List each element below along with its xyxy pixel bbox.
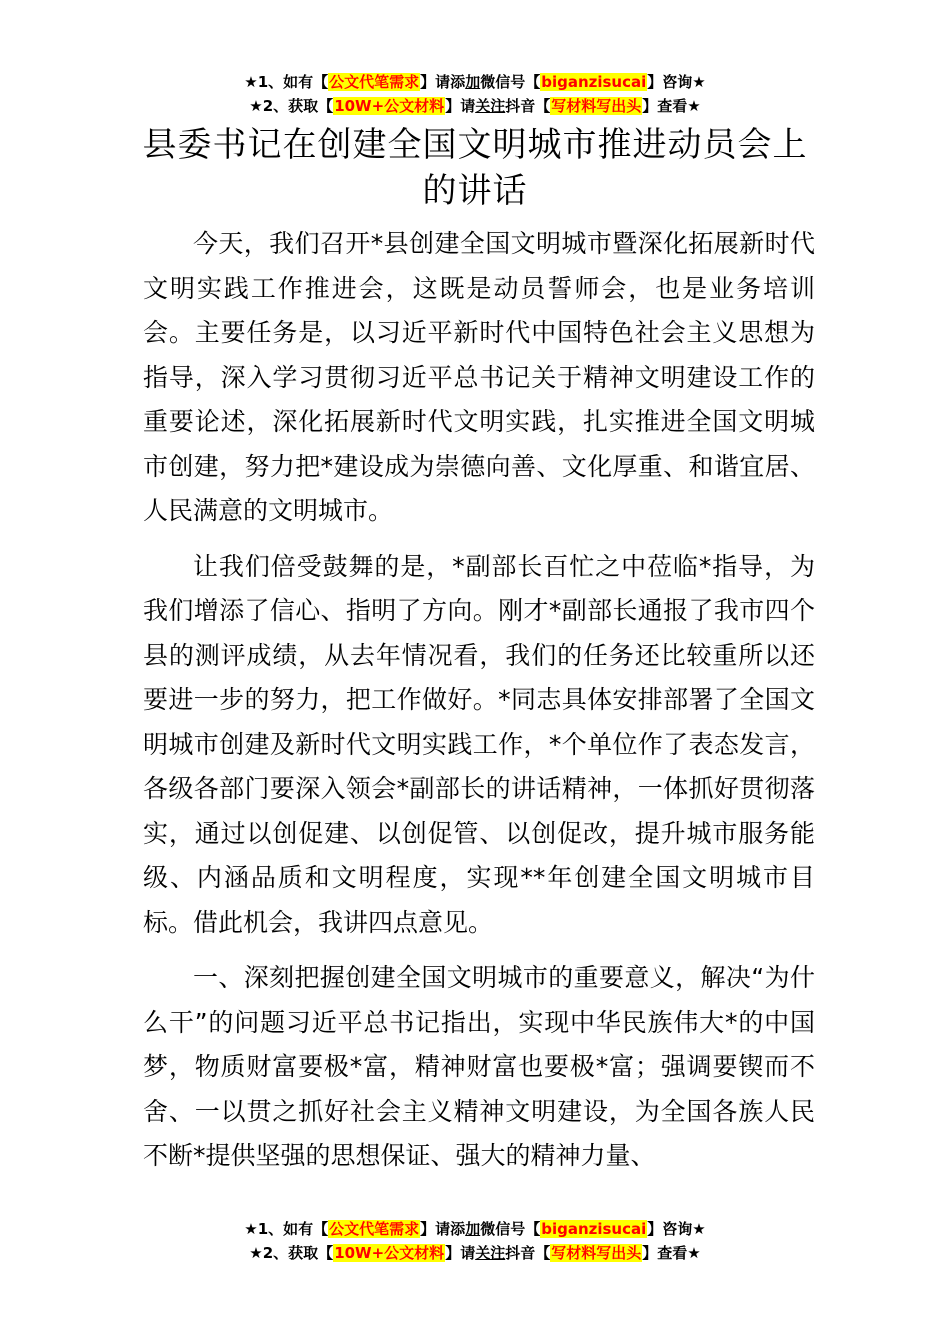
promo-wechat-id: biganzisucai: [541, 1220, 647, 1238]
promo-line-1: [0, 70, 950, 94]
paragraph-2: 让我们倍受鼓舞的是，*副部长百忙之中莅临*指导，为我们增添了信心、指明了方向。刚才*副部长通报了我市四个县的测评成绩，从去年情况看，我们的任务还比较重所以还要进一步的努力，把工作做好。*同志具体安排部署了全国文明城市创建及新时代文明实践工作，*个单位作了表态发言，各级各部门要深入领会*副部长的讲话精神，一体抓好贯彻落实，通过以创促建、以创促管、以创促改，提升城市服务能级、内涵品质和文明程度，实现**年创建全国文明城市目标。借此机会，我讲四点意见。: [143, 551, 815, 937]
promo-footer: [0, 1217, 950, 1265]
promo-text: 】咨询★: [647, 73, 706, 91]
promo-text: 抖音【: [505, 97, 551, 115]
promo-text: 微信号【: [480, 73, 541, 91]
document-body: [143, 222, 815, 1190]
promo-highlight: 公文代笔需求: [329, 73, 420, 91]
promo-underlined: 关注: [475, 97, 506, 115]
promo-highlight: 10W+公文材料: [334, 97, 445, 115]
promo-underlined: 关注: [475, 1244, 506, 1262]
promo-wechat-id: biganzisucai: [541, 73, 647, 91]
promo-line-2: [0, 94, 950, 118]
promo-text: 】请: [445, 1244, 476, 1262]
promo-highlight: 10W+公文材料: [334, 1244, 445, 1262]
promo-text: ★1、如有【: [244, 73, 329, 91]
document-title: 县委书记在创建全国文明城市推进动员会上的讲话: [142, 125, 808, 211]
paragraph-3: 一、深刻把握创建全国文明城市的重要意义，解决“为什么干”的问题习近平总书记指出，实现中华民族伟大*的中国梦，物质财富要极*富，精神财富也要极*富；强调要锲而不舍、一以贯之抓好社会主义精神文明建设，为全国各族人民不断*提供坚强的思想保证、强大的精神力量、: [143, 963, 815, 1170]
promo-text: 】请添: [420, 1220, 466, 1238]
promo-text: ★2、获取【: [249, 1244, 334, 1262]
paragraph-1: 今天，我们召开*县创建全国文明城市暨深化拓展新时代文明实践工作推进会，这既是动员誓师会，也是业务培训会。主要任务是，以习近平新时代中国特色社会主义思想为指导，深入学习贯彻习近平总书记关于精神文明建设工作的重要论述，深化拓展新时代文明实践，扎实推进全国文明城市创建，努力把*建设成为崇德向善、文化厚重、和谐宜居、人民满意的文明城市。: [143, 229, 815, 525]
promo-text: 】请: [445, 97, 476, 115]
promo-line-2: [0, 1241, 950, 1265]
promo-text: 】咨询★: [647, 1220, 706, 1238]
promo-text: 抖音【: [505, 1244, 551, 1262]
promo-douyin-id: 写材料写出头: [551, 97, 642, 115]
promo-text: ★1、如有【: [244, 1220, 329, 1238]
promo-underlined: 加: [465, 1220, 481, 1238]
promo-text: 】查看★: [642, 97, 701, 115]
promo-douyin-id: 写材料写出头: [551, 1244, 642, 1262]
promo-text: 微信号【: [480, 1220, 541, 1238]
promo-text: 】请添: [420, 73, 466, 91]
promo-highlight: 公文代笔需求: [329, 1220, 420, 1238]
promo-text: 】查看★: [642, 1244, 701, 1262]
promo-underlined: 加: [465, 73, 481, 91]
promo-text: ★2、获取【: [249, 97, 334, 115]
promo-line-1: [0, 1217, 950, 1241]
promo-header: [0, 70, 950, 118]
